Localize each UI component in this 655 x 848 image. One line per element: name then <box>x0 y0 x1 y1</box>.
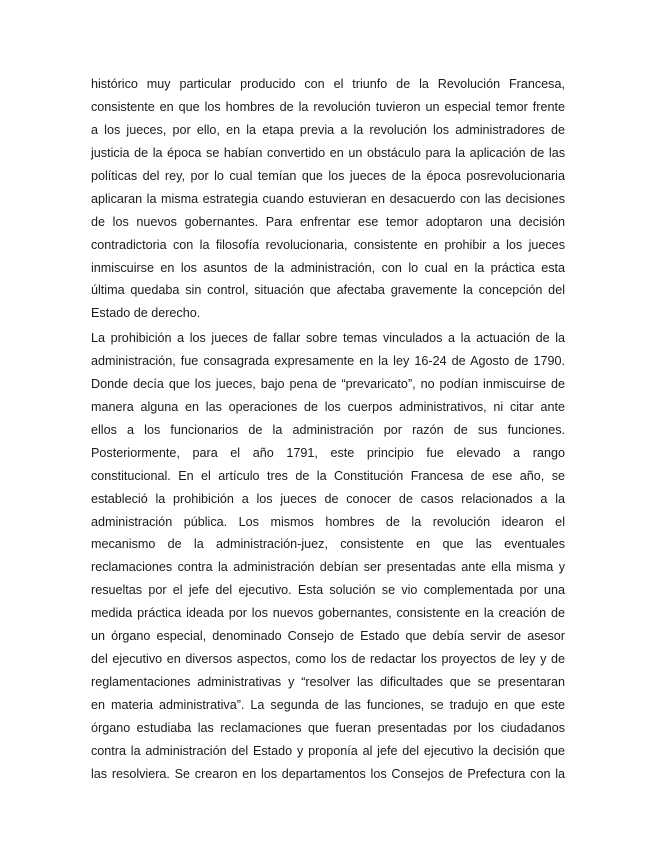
text-line: contra la administración del Estado y proponía al jefe del ejecutivo la decisión que <box>91 743 565 758</box>
text-line: mecanismo de la administración-juez, consistente en que las eventuales <box>91 537 565 552</box>
text-line: estableció la prohibición a los jueces de conocer de casos relacionados a la <box>91 491 565 506</box>
text-line: consistente en que los hombres de la revolución tuvieron un especial temor frente <box>91 99 565 114</box>
text-line: a los jueces, por ello, en la etapa previa a la revolución los administradores de <box>91 122 565 137</box>
paragraph-1 <box>91 73 565 325</box>
text-line: administración, fue consagrada expresamente en la ley 16-24 de Agosto de 1790. <box>91 353 565 368</box>
text-line: medida práctica ideada por los nuevos gobernantes, consistente en la creación de <box>91 606 565 621</box>
text-line: órgano estudiaba las reclamaciones que fueran presentadas por los ciudadanos <box>91 720 565 735</box>
text-line: políticas del rey, por lo cual temían que los jueces de la época posrevolucionaria <box>91 168 565 183</box>
text-line: contradictoria con la filosofía revolucionaria, consistente en prohibir a los jueces <box>91 237 565 252</box>
text-line: un órgano especial, denominado Consejo de Estado que debía servir de asesor <box>91 629 565 644</box>
text-line: constitucional. En el artículo tres de la Constitución Francesa de ese año, se <box>91 468 565 483</box>
text-line: de los nuevos gobernantes. Para enfrentar ese temor adoptaron una decisión <box>91 214 565 229</box>
text-line: reglamentaciones administrativas y “resolver las dificultades que se presentaran <box>91 675 565 690</box>
text-line: histórico muy particular producido con el triunfo de la Revolución Francesa, <box>91 77 565 91</box>
text-line: aplicaran la misma estrategia cuando estuvieran en desacuerdo con las decisiones <box>91 191 565 206</box>
text-line: Posteriormente, para el año 1791, este principio fue elevado a rango <box>91 445 565 460</box>
text-line: ellos a los funcionarios de la administración por razón de sus funciones. <box>91 422 565 437</box>
text-line: inmiscuirse en los asuntos de la administración, con lo cual en la práctica esta <box>91 260 565 275</box>
text-line: última quedaba sin control, situación que afectaba gravemente la concepción del <box>91 283 565 298</box>
text-line: resueltas por el jefe del ejecutivo. Esta solución se vio complementada por una <box>91 583 565 598</box>
text-line: reclamaciones contra la administración debían ser presentadas ante ella misma y <box>91 560 565 575</box>
text-line: las resolviera. Se crearon en los departamentos los Consejos de Prefectura con la <box>91 766 565 781</box>
paragraph-2 <box>91 327 565 786</box>
text-line: La prohibición a los jueces de fallar sobre temas vinculados a la actuación de la <box>91 331 565 345</box>
text-line: manera alguna en las operaciones de los cuerpos administrativos, ni citar ante <box>91 399 565 414</box>
text-line: Donde decía que los jueces, bajo pena de “prevaricato”, no podían inmiscuirse de <box>91 376 565 391</box>
text-line: del ejecutivo en diversos aspectos, como los de redactar los proyectos de ley y de <box>91 652 565 667</box>
text-line: en materia administrativa”. La segunda de las funciones, se tradujo en que este <box>91 698 565 712</box>
text-line: administración pública. Los mismos hombres de la revolución idearon el <box>91 514 565 529</box>
text-line: Estado de derecho. <box>91 306 201 321</box>
text-line: justicia de la época se habían convertido en un obstáculo para la aplicación de las <box>91 145 565 160</box>
